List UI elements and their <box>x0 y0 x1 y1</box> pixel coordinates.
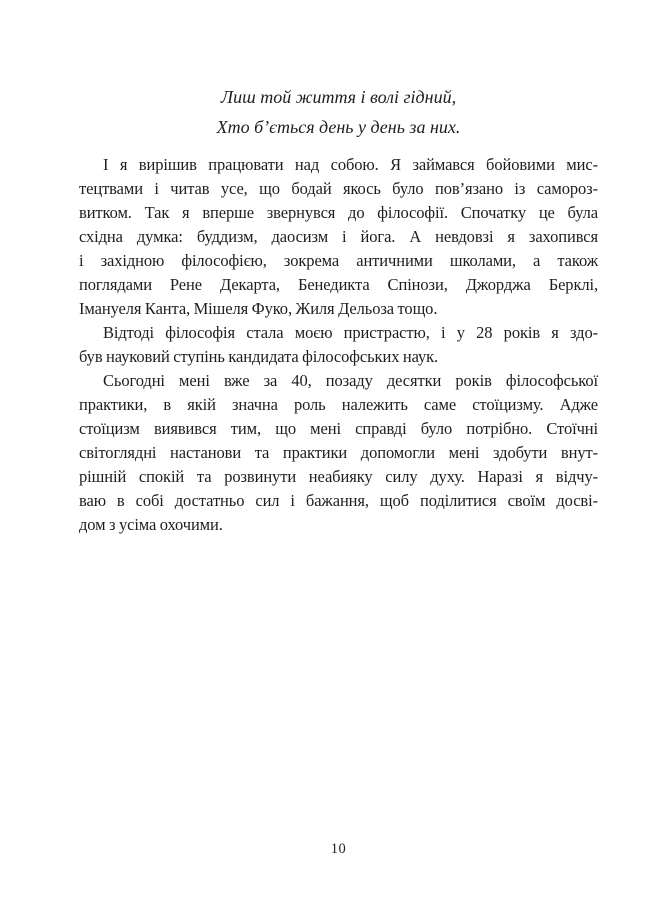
text-line: і західною філософією, зокрема античними школами, а також <box>79 251 598 270</box>
text-line: стоїцизм виявився тим, що мені справді було потрібно. Стоїчні <box>79 419 598 438</box>
text-block <box>79 0 598 537</box>
paragraph <box>79 153 598 321</box>
text-line: поглядами Рене Декарта, Бенедикта Спінози, Джорджа Берклі, <box>79 275 598 294</box>
text-line: Відтоді філософія стала моєю пристрастю, і у 28 років я здо- <box>103 323 598 342</box>
epigraph <box>79 82 598 142</box>
text-line: рішній спокій та розвинути неабияку силу духу. Наразі я відчу- <box>79 467 598 486</box>
epigraph-line: Хто б’ється день у день за них. <box>216 117 461 137</box>
text-line: практики, в якій значна роль належить саме стоїцизму. Адже <box>79 395 598 414</box>
page-number: 10 <box>330 841 347 857</box>
text-line: І я вирішив працювати над собою. Я займався бойовими мис- <box>103 155 598 174</box>
text-line: світоглядні настанови та практики допомогли мені здобути внут- <box>79 443 598 462</box>
paragraph <box>79 321 598 369</box>
body-text <box>79 153 598 537</box>
text-line: витком. Так я вперше звернувся до філософії. Спочатку це була <box>79 203 598 222</box>
text-line: тецтвами і читав усе, що бодай якось було пов’язано із самороз- <box>79 179 598 198</box>
epigraph-line: Лиш той життя і волі гідний, <box>220 87 457 107</box>
paragraph <box>79 369 598 537</box>
text-line: дом з усіма охочими. <box>79 515 223 534</box>
text-line: Сьогодні мені вже за 40, позаду десятки років філософської <box>103 371 598 390</box>
text-line: Імануеля Канта, Мішеля Фуко, Жиля Дельоза тощо. <box>79 299 438 318</box>
text-line: був науковий ступінь кандидата філософських наук. <box>79 347 439 366</box>
text-line: східна думка: буддизм, даосизм і йога. А невдовзі я захопився <box>79 227 598 246</box>
text-line: ваю в собі достатньо сил і бажання, щоб поділитися своїм досві- <box>79 491 598 510</box>
